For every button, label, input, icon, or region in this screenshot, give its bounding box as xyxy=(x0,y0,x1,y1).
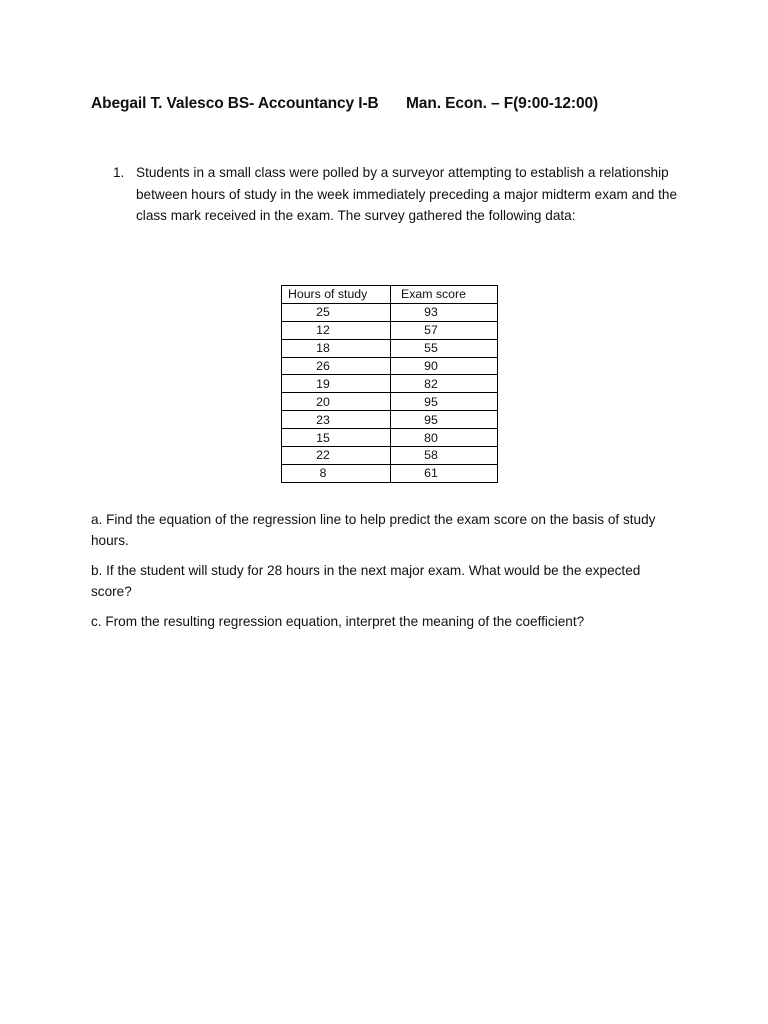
subquestion-b: b. If the student will study for 28 hours in the next major exam. What would be the expected score? xyxy=(91,563,641,599)
cell-hours: 23 xyxy=(282,411,391,429)
table-row xyxy=(282,303,498,321)
cell-score: 95 xyxy=(391,411,498,429)
cell-hours: 15 xyxy=(282,429,391,447)
header-hours: Hours of study xyxy=(282,286,391,304)
table-row xyxy=(282,393,498,411)
data-table xyxy=(281,285,498,483)
cell-score: 57 xyxy=(391,321,498,339)
header-score: Exam score xyxy=(391,286,498,304)
cell-hours: 19 xyxy=(282,375,391,393)
table-row xyxy=(282,357,498,375)
cell-score: 55 xyxy=(391,339,498,357)
cell-hours: 26 xyxy=(282,357,391,375)
cell-hours: 8 xyxy=(282,464,391,482)
table-row xyxy=(282,321,498,339)
subquestion-c: c. From the resulting regression equation, interpret the meaning of the coefficient? xyxy=(91,614,585,629)
cell-score: 61 xyxy=(391,464,498,482)
cell-hours: 20 xyxy=(282,393,391,411)
table-row xyxy=(282,411,498,429)
table-row xyxy=(282,339,498,357)
table-row xyxy=(282,429,498,447)
cell-hours: 18 xyxy=(282,339,391,357)
cell-score: 90 xyxy=(391,357,498,375)
cell-hours: 25 xyxy=(282,303,391,321)
subquestion-a: a. Find the equation of the regression line to help predict the exam score on the basis of study hours. xyxy=(91,512,656,548)
question-number: 1. xyxy=(113,165,125,180)
course-info: Man. Econ. – F(9:00-12:00) xyxy=(406,95,599,112)
header-line xyxy=(91,95,691,113)
cell-score: 93 xyxy=(391,303,498,321)
student-info: Abegail T. Valesco BS- Accountancy I-B xyxy=(91,95,379,112)
cell-score: 80 xyxy=(391,429,498,447)
cell-hours: 12 xyxy=(282,321,391,339)
cell-score: 82 xyxy=(391,375,498,393)
cell-hours: 22 xyxy=(282,447,391,465)
table-header-row xyxy=(282,286,498,304)
table-row xyxy=(282,375,498,393)
question-text: Students in a small class were polled by a surveyor attempting to establish a relationship between hours of study in the week immediately preceding a major midterm exam and the class mark received in the exam. The survey gathered the following data: xyxy=(136,165,678,223)
cell-score: 95 xyxy=(391,393,498,411)
table-row xyxy=(282,464,498,482)
cell-score: 58 xyxy=(391,447,498,465)
table-row xyxy=(282,447,498,465)
